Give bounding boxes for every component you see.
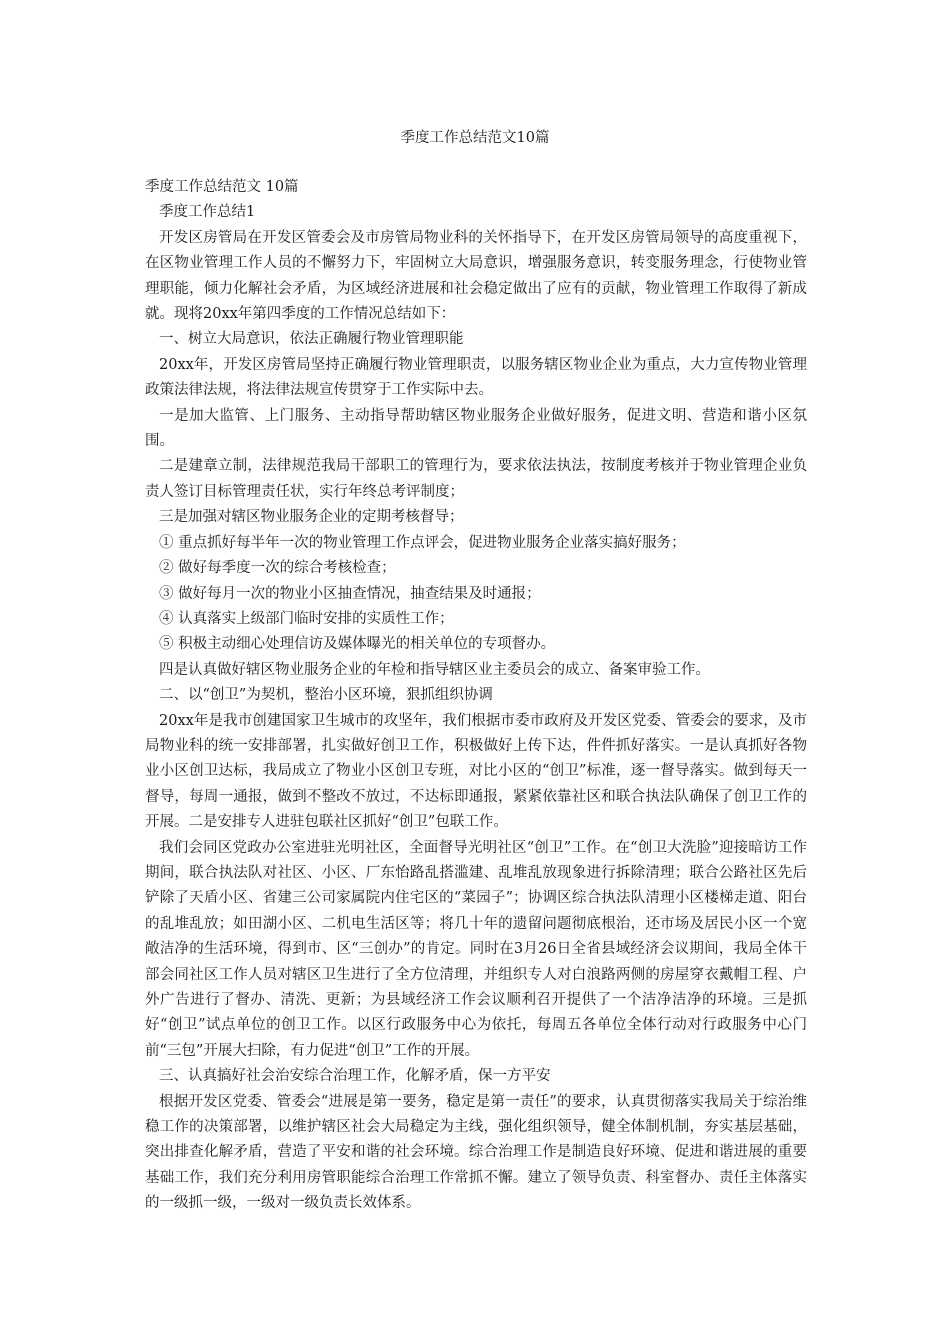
- paragraph-intro: 开发区房管局在开发区管委会及市房管局物业科的关怀指导下，在开发区房管局领导的高度重视下，在区物业管理工作人员的不懈努力下，牢固树立大局意识，增强服务意识，转变服务理念，行使物业管理职能，倾力化解社会矛盾，为区域经济进展和社会稳定做出了应有的贡献，物业管理工作取得了新成就。现将20xx年第四季度的工作情况总结如下：: [145, 229, 807, 323]
- paragraph: 20xx年是我市创建国家卫生城市的攻坚年，我们根据市委市政府及开发区党委、管委会的要求，及市局物业科的统一安排部署，扎实做好创卫工作，积极做好上传下达，件件抓好落实。一是认真抓好各物业小区创卫达标，我局成立了物业小区创卫专班，对比小区的“创卫”标准，逐一督导落实。做到每天一督导，每周一通报，做到不整改不放过，不达标即通报，紧紧依靠社区和联合执法队确保了创卫工作的开展。二是安排专人进驻包联社区抓好“创卫”包联工作。: [145, 712, 807, 831]
- list-item: ② 做好每季度一次的综合考核检查；: [159, 560, 396, 577]
- paragraph: 一是加大监管、上门服务、主动指导帮助辖区物业服务企业做好服务，促进文明、营造和谐小区氛围。: [145, 407, 807, 450]
- section-heading-2: 二、以“创卫”为契机，整治小区环境，狠抓组织协调: [159, 687, 493, 704]
- list-item: ⑤ 积极主动细心处理信访及媒体曝光的相关单位的专项督办。: [159, 636, 556, 653]
- paragraph: 20xx年，开发区房管局坚持正确履行物业管理职责，以服务辖区物业企业为重点，大力宣传物业管理政策法律法规，将法律法规宣传贯穿于工作实际中去。: [145, 356, 807, 399]
- list-item: ④ 认真落实上级部门临时安排的实质性工作；: [159, 610, 454, 627]
- paragraph: 四是认真做好辖区物业服务企业的年检和指导辖区业主委员会的成立、备案审验工作。: [159, 661, 710, 678]
- document-title: 季度工作总结范文10篇: [400, 130, 550, 146]
- paragraph: 我们会同区党政办公室进驻光明社区，全面督导光明社区“创卫”工作。在“创卫大洗脸”迎接暗访工作期间，联合执法队对社区、小区、厂东怡路乱搭滥建、乱堆乱放现象进行拆除清理；联合公路社区先后铲除了天盾小区、省建三公司家属院内住宅区的“菜园子”；协调区综合执法队清理小区楼梯走道、阳台的乱堆乱放；如田湖小区、二机电生活区等；将几十年的遗留问题彻底根治，还市场及居民小区一个宽敞洁净的生活环境，得到市、区“三创办”的肯定。同时在3月26日全省县域经济会议期间，我局全体干部会同社区工作人员对辖区卫生进行了全方位清理，并组织专人对白浪路两侧的房屋穿衣戴帽工程、户外广告进行了督办、清洗、更新；为县域经济工作会议顺利召开提供了一个洁净洁净的环境。三是抓好“创卫”试点单位的创卫工作。以区行政服务中心为依托，每周五各单位全体行动对行政服务中心门前“三包”开展大扫除，有力促进“创卫”工作的开展。: [145, 839, 807, 1059]
- paragraph: 根据开发区党委、管委会“进展是第一要务，稳定是第一责任”的要求，认真贯彻落实我局关于综治维稳工作的决策部署，以维护辖区社会大局稳定为主线，强化组织领导，健全体制机制，夯实基层基础，突出排查化解矛盾，营造了平安和谐的社会环境。综合治理工作是制造良好环境、促进和谐进展的重要基础工作，我们充分利用房管职能综合治理工作常抓不懈。建立了领导负责、科室督办、责任主体落实的一级抓一级，一级对一级负责长效体系。: [145, 1093, 807, 1212]
- list-item: ③ 做好每月一次的物业小区抽查情况，抽查结果及时通报；: [159, 585, 541, 602]
- document-heading: 季度工作总结范文 10篇: [145, 179, 299, 195]
- paragraph: 二是建章立制，法律规范我局干部职工的管理行为，要求依法执法，按制度考核并于物业管理企业负责人签订目标管理责任状，实行年终总考评制度；: [145, 458, 807, 500]
- section-subheading: 季度工作总结1: [159, 204, 256, 221]
- section-heading-3: 三、认真搞好社会治安综合治理工作，化解矛盾，保一方平安: [159, 1068, 551, 1085]
- document-body: [145, 175, 807, 1217]
- paragraph: 三是加强对辖区物业服务企业的定期考核督导；: [159, 509, 464, 526]
- section-heading-1: 一、树立大局意识，依法正确履行物业管理职能: [159, 331, 464, 348]
- list-item: ① 重点抓好每半年一次的物业管理工作点评会，促进物业服务企业落实搞好服务；: [159, 534, 686, 551]
